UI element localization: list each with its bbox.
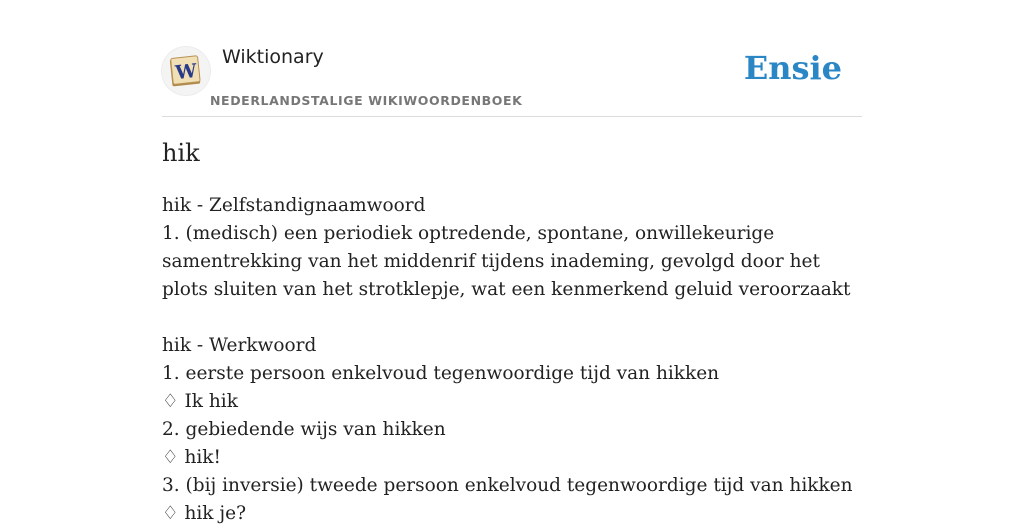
entry-content <box>162 192 862 528</box>
example-line: ♢ hik je? <box>162 503 246 524</box>
page-title: hik <box>162 139 200 167</box>
site-header <box>162 0 862 117</box>
definition-line: 1. eerste persoon enkelvoud tegenwoordige tijd van hikken <box>162 363 720 384</box>
site-name[interactable]: Wiktionary <box>222 46 324 68</box>
brand-link[interactable]: Ensie <box>743 49 842 87</box>
site-subtitle: NEDERLANDSTALIGE WIKIWOORDENBOEK <box>210 93 523 108</box>
section-heading: hik - Zelfstandignaamwoord <box>162 195 426 216</box>
logo-tile <box>168 53 204 89</box>
section-heading: hik - Werkwoord <box>162 335 317 356</box>
definition-line: 3. (bij inversie) tweede persoon enkelvoud tegenwoordige tijd van hikken <box>162 475 853 496</box>
section-verb <box>162 332 862 528</box>
spacer <box>162 304 862 332</box>
logo-letter: W <box>174 59 198 85</box>
definition-line: 2. gebiedende wijs van hikken <box>162 419 446 440</box>
wiktionary-logo-icon[interactable] <box>162 47 210 95</box>
definition-line: 1. (medisch) een periodiek optredende, spontane, onwillekeurige samentrekking van het middenrif tijdens inademing, gevolgd door het plots sluiten van het strotklepje, wat een kenmerkend geluid veroorzaakt <box>162 223 851 300</box>
example-line: ♢ Ik hik <box>162 391 238 412</box>
section-noun <box>162 192 862 304</box>
example-line: ♢ hik! <box>162 447 221 468</box>
page <box>162 0 862 524</box>
